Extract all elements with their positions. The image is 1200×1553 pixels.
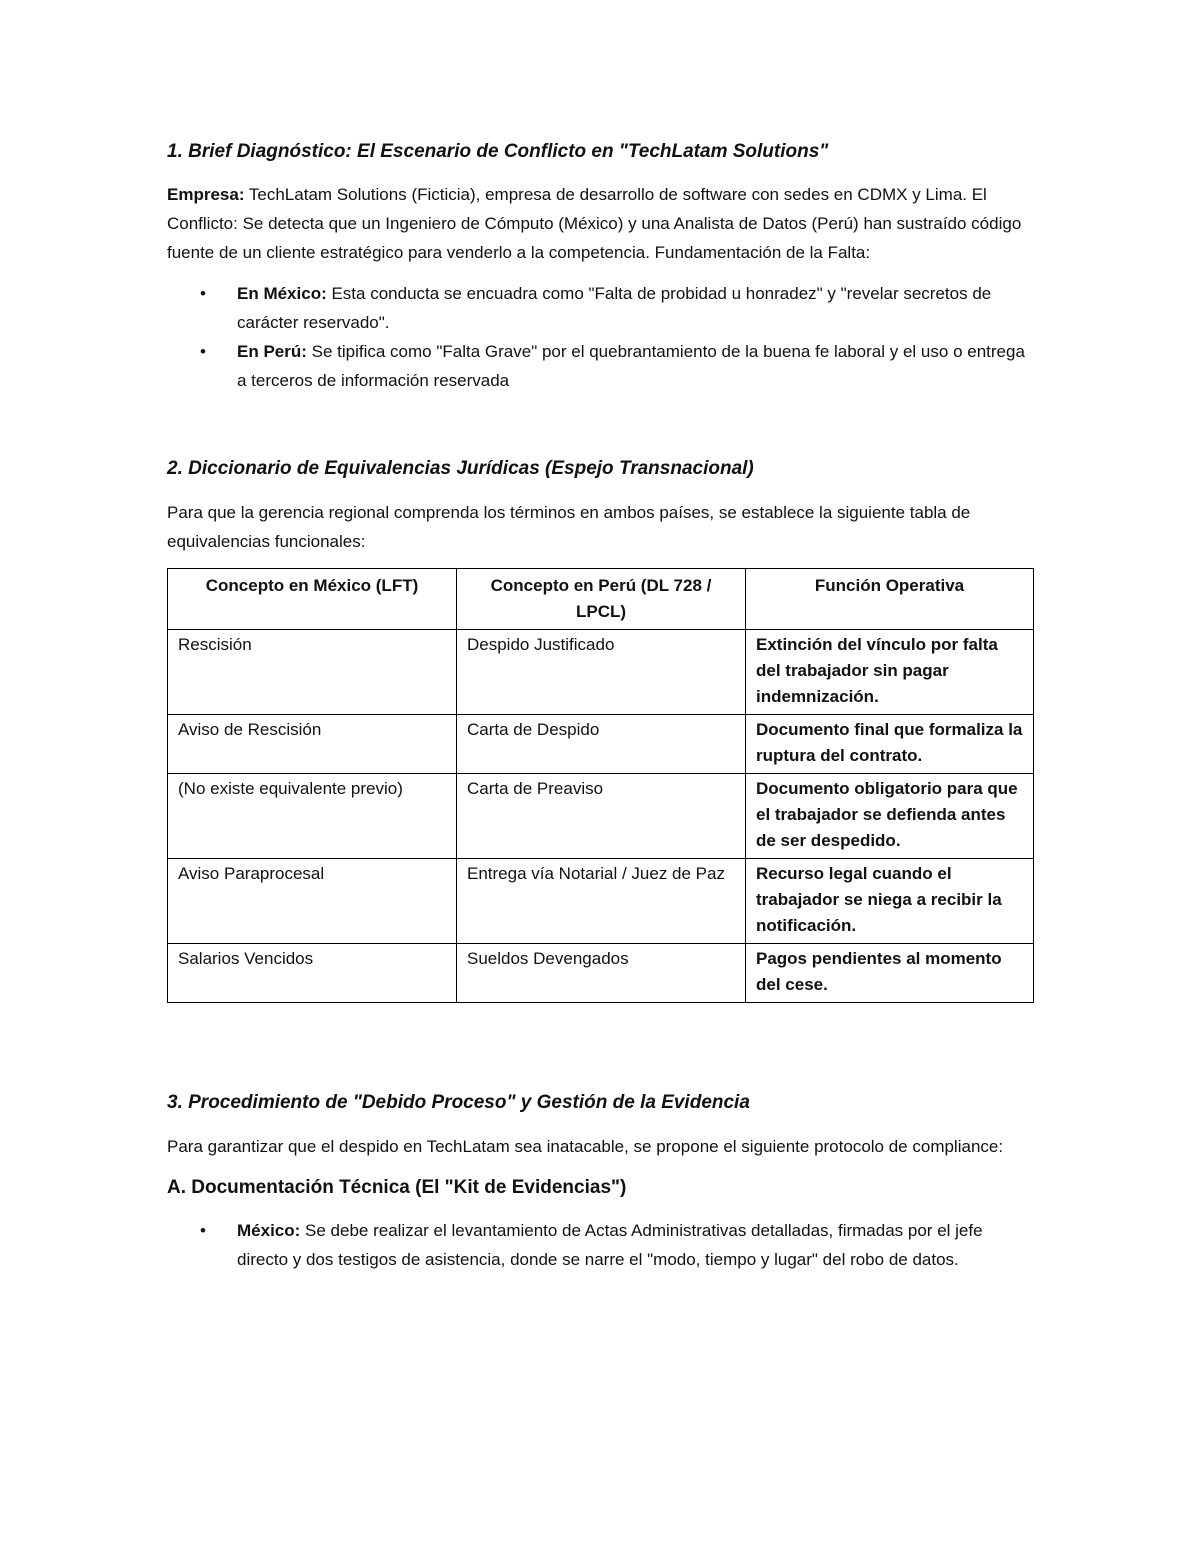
- company-label: Empresa:: [167, 185, 245, 204]
- table-cell: Rescisión: [168, 630, 457, 715]
- table-cell: Despido Justificado: [457, 630, 746, 715]
- table-row: [168, 630, 1034, 715]
- section-1-bullet-list: [167, 279, 1033, 395]
- table-cell: Pagos pendientes al momento del cese.: [746, 944, 1034, 1003]
- table-row: [168, 859, 1034, 944]
- section-1-heading: 1. Brief Diagnóstico: El Escenario de Conflicto en "TechLatam Solutions": [167, 141, 829, 162]
- bullet-label: México:: [237, 1221, 301, 1240]
- bullet-label: En Perú:: [237, 342, 307, 361]
- bullet-label: En México:: [237, 284, 327, 303]
- section-3-heading: 3. Procedimiento de "Debido Proceso" y Gestión de la Evidencia: [167, 1092, 750, 1113]
- list-item: [167, 337, 1033, 395]
- bullet-icon: •: [200, 342, 206, 361]
- section-2-intro: Para que la gerencia regional comprenda los términos en ambos países, se establece la siguiente tabla de equivalencias funcionales:: [167, 503, 971, 551]
- equivalence-table: [167, 568, 1034, 1003]
- column-header-mexico: Concepto en México (LFT): [168, 569, 457, 630]
- list-item: [167, 279, 1033, 337]
- section-3-bullet-list: [167, 1216, 1033, 1274]
- table-cell: Documento obligatorio para que el trabajador se defienda antes de ser despedido.: [746, 774, 1034, 859]
- table-cell: Recurso legal cuando el trabajador se niega a recibir la notificación.: [746, 859, 1034, 944]
- table-cell: Sueldos Devengados: [457, 944, 746, 1003]
- bullet-text: Se debe realizar el levantamiento de Actas Administrativas detalladas, firmadas por el jefe directo y dos testigos de asistencia, donde se narre el "modo, tiempo y lugar" del robo de datos.: [237, 1221, 983, 1269]
- section-3-intro: Para garantizar que el despido en TechLatam sea inatacable, se propone el siguiente protocolo de compliance:: [167, 1137, 1004, 1156]
- table-row: [168, 715, 1034, 774]
- table-cell: (No existe equivalente previo): [168, 774, 457, 859]
- table-cell: Carta de Preaviso: [457, 774, 746, 859]
- table-cell: Salarios Vencidos: [168, 944, 457, 1003]
- table-cell: Extinción del vínculo por falta del trabajador sin pagar indemnización.: [746, 630, 1034, 715]
- document-page: [167, 138, 1033, 1274]
- table-cell: Aviso de Rescisión: [168, 715, 457, 774]
- bullet-icon: •: [200, 1221, 206, 1240]
- company-paragraph: [167, 180, 1033, 267]
- list-item: [167, 1216, 1033, 1274]
- section-3a-subheading: A. Documentación Técnica (El "Kit de Evidencias"): [167, 1177, 627, 1198]
- table-row: [168, 774, 1034, 859]
- bullet-icon: •: [200, 284, 206, 303]
- table-cell: Carta de Despido: [457, 715, 746, 774]
- table-cell: Entrega vía Notarial / Juez de Paz: [457, 859, 746, 944]
- table-cell: Aviso Paraprocesal: [168, 859, 457, 944]
- column-header-peru: Concepto en Perú (DL 728 / LPCL): [457, 569, 746, 630]
- table-row: [168, 944, 1034, 1003]
- bullet-text: Esta conducta se encuadra como "Falta de probidad u honradez" y "revelar secretos de carácter reservado".: [237, 284, 992, 332]
- company-text: TechLatam Solutions (Ficticia), empresa de desarrollo de software con sedes en CDMX y Lima. El Conflicto: Se detecta que un Ingeniero de Cómputo (México) y una Analista de Datos (Perú) han sustraído código fuente de un cliente estratégico para venderlo a la competencia. Fundamentación de la Falta:: [167, 185, 1022, 262]
- bullet-text: Se tipifica como "Falta Grave" por el quebrantamiento de la buena fe laboral y el uso o entrega a terceros de información reservada: [237, 342, 1025, 390]
- table-header-row: [168, 569, 1034, 630]
- table-cell: Documento final que formaliza la ruptura del contrato.: [746, 715, 1034, 774]
- section-2-heading: 2. Diccionario de Equivalencias Jurídicas (Espejo Transnacional): [167, 458, 754, 479]
- column-header-function: Función Operativa: [746, 569, 1034, 630]
